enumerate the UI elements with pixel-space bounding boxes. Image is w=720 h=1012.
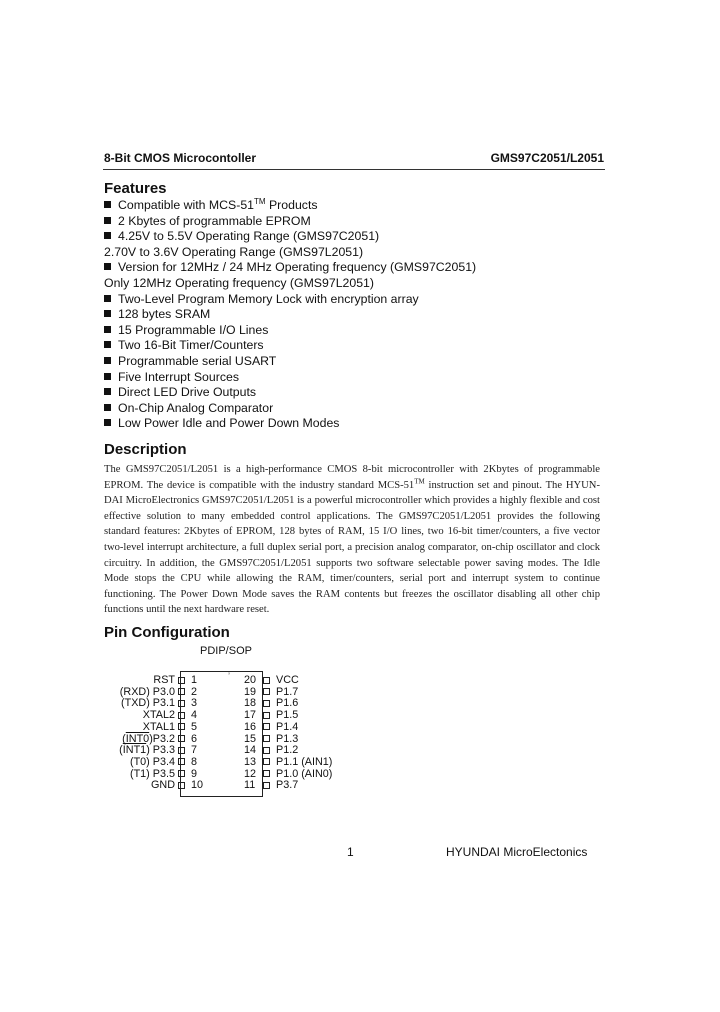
feature-item	[104, 323, 584, 339]
pin-pad-icon	[178, 700, 185, 707]
pin-number-left: 5	[191, 720, 198, 733]
pin-label-left	[75, 779, 175, 791]
pin-pad-icon	[263, 712, 270, 719]
pin-square-icon	[178, 758, 185, 765]
pin-square-icon	[178, 735, 185, 742]
feature-text: 2.70V to 3.6V Operating Range (GMS97L2051)	[104, 244, 364, 259]
pin-pad-icon	[178, 712, 185, 719]
feature-item	[104, 292, 584, 308]
pin-pad-icon	[178, 677, 185, 684]
pin-label-left	[75, 768, 175, 780]
description-heading: Description	[104, 441, 187, 458]
feature-item	[104, 338, 584, 354]
pin-pad-icon	[263, 770, 270, 777]
pin-label-right: VCC	[276, 674, 299, 686]
square-bullet-icon	[104, 419, 111, 426]
pin-name: XTAL2	[142, 709, 175, 722]
pin-number-right: 19	[244, 685, 257, 698]
feature-item	[104, 307, 584, 323]
header-divider	[103, 169, 605, 170]
pin-pad-icon	[178, 770, 185, 777]
pin-name: (	[122, 732, 126, 745]
description-text-part2: instruction set and pinout. The HYUN-DAI MicroElectronics GMS97C2051/L2051 is a powerful microcontroller which provides a highly flexible and cost effective solution to many embedded control applications. The GMS97C2051/L2051 provides the following standard features: 2Kbytes of EPROM, 128 bytes of RAM, 15 I/O lines, two 16-bit timer/counters, a five vector two-level interrupt architecture, a full duplex serial port, a precision analog comparator, on-chip oscillator and clock circuitry. In addition, the GMS97C2051/L2051 supports two software selectable power saving modes. The Idle Mode stops the CPU while allowing the RAM, timer/counters, serial port and interrupt system to continue functioning. The Power Down Mode saves the RAM contents but freezes the oscillator disabling all other chip functions until the next hardware reset.	[104, 479, 600, 616]
pin-square-icon	[263, 712, 270, 719]
pin-label-right: P1.7	[276, 685, 299, 698]
pin-number-right: 14	[244, 744, 257, 757]
header-part-number: GMS97C2051/L2051	[490, 151, 604, 165]
pin-label-left	[75, 744, 175, 756]
pin-number-right: 18	[244, 697, 257, 710]
pin-pad-icon	[263, 700, 270, 707]
pin-label-left	[75, 686, 175, 698]
pin-number-left: 3	[191, 697, 198, 710]
package-label: PDIP/SOP	[200, 645, 252, 657]
feature-item	[104, 354, 584, 370]
feature-text: Programmable serial USART	[118, 353, 277, 368]
pin-number-left: 2	[191, 685, 198, 698]
square-bullet-icon	[104, 341, 111, 348]
feature-item	[104, 198, 584, 214]
pin-number-left: 9	[191, 767, 198, 780]
pin-name-suffix: RST	[153, 674, 175, 686]
header-title: 8-Bit CMOS Microcontoller	[104, 151, 257, 165]
pin-number-left: 1	[191, 674, 198, 686]
page-number: 1	[347, 845, 354, 859]
pin-label-left	[75, 733, 175, 745]
pin-number-right: 15	[244, 732, 257, 745]
trademark-mark: TM	[414, 477, 425, 486]
feature-item	[104, 260, 584, 276]
pin-number-right: 11	[244, 779, 256, 792]
feature-text: 4.25V to 5.5V Operating Range (GMS97C2051)	[118, 229, 380, 244]
feature-text: Compatible with MCS-51	[118, 198, 254, 212]
square-bullet-icon	[104, 404, 111, 411]
pin-name: (T1) P3.5	[129, 767, 175, 780]
pin-label-left	[75, 756, 175, 768]
pin-name: (T0) P3.4	[129, 755, 175, 768]
pin-square-icon	[263, 677, 270, 684]
pin-pad-icon	[178, 747, 185, 754]
feature-text: 128 bytes SRAM	[118, 307, 211, 322]
pin-name-overline: INT1	[122, 744, 147, 757]
pin-pad-icon	[263, 677, 270, 684]
pin-square-icon	[263, 735, 270, 742]
pin-name-suffix: ) P3.3	[146, 744, 175, 757]
pin-name: XTAL1	[142, 720, 175, 733]
square-bullet-icon	[104, 217, 111, 224]
pin-label-right: P1.0 (AIN0)	[276, 767, 333, 780]
feature-text: Two 16-Bit Timer/Counters	[118, 338, 264, 353]
pin-number-right: 12	[244, 767, 257, 780]
pin-name: (TXD) P3.1	[121, 697, 175, 710]
feature-item	[104, 245, 584, 261]
pin-pad-icon	[263, 723, 270, 730]
pin-number-right: 20	[244, 674, 257, 686]
chip-notch-mark: ’	[228, 671, 230, 681]
pin-square-icon	[263, 747, 270, 754]
feature-item	[104, 416, 584, 432]
feature-text: Only 12MHz Operating frequency (GMS97L2051)	[104, 275, 374, 290]
feature-item	[104, 385, 584, 401]
pin-square-icon	[263, 758, 270, 765]
footer-company: HYUNDAI MicroElectonics	[446, 845, 588, 859]
pin-name: GND	[151, 779, 175, 792]
pin-square-icon	[178, 770, 185, 777]
feature-item	[104, 276, 584, 292]
pin-name: (RXD) P3.0	[119, 685, 175, 698]
pin-label-right: P1.3	[276, 732, 299, 745]
feature-text-suffix: Products	[265, 198, 318, 212]
features-list	[104, 198, 584, 432]
pin-name-overline: INT0	[125, 732, 150, 745]
pin-label-left	[75, 674, 175, 686]
pin-name-suffix: )P3.2	[149, 732, 175, 745]
feature-item	[104, 370, 584, 386]
pin-square-icon	[178, 782, 185, 789]
pin-square-icon	[263, 688, 270, 695]
pin-pad-icon	[178, 735, 185, 742]
pin-label-right: P1.1 (AIN1)	[276, 755, 333, 768]
feature-text: Version for 12MHz / 24 MHz Operating frequency (GMS97C2051)	[118, 260, 477, 275]
square-bullet-icon	[104, 263, 111, 270]
square-bullet-icon	[104, 310, 111, 317]
pin-pad-icon	[263, 747, 270, 754]
pin-number-left: 10	[191, 779, 204, 792]
description-text-part1: The GMS97C2051/L2051 is a high-performance CMOS 8-bit microcontroller with 2Kbytes of programmable EPROM. The device is compatible with the industry standard MCS-51	[104, 464, 600, 491]
pin-square-icon	[178, 747, 185, 754]
pin-pad-icon	[263, 758, 270, 765]
pin-number-right: 17	[244, 709, 257, 722]
pin-pad-icon	[178, 758, 185, 765]
feature-text: Direct LED Drive Outputs	[118, 385, 257, 400]
pin-label-right: P1.6	[276, 697, 299, 710]
pin-label-right: P1.4	[276, 720, 299, 733]
pin-number-left: 7	[191, 744, 198, 757]
feature-text: 15 Programmable I/O Lines	[118, 322, 269, 337]
pin-number-left: 8	[191, 755, 198, 768]
pin-label-right: P1.2	[276, 744, 299, 757]
pin-number-left: 4	[191, 709, 198, 722]
pin-square-icon	[178, 677, 185, 684]
square-bullet-icon	[104, 388, 111, 395]
pin-pad-icon	[178, 723, 185, 730]
square-bullet-icon	[104, 295, 111, 302]
pin-pad-icon	[263, 688, 270, 695]
features-heading: Features	[104, 180, 167, 197]
pin-square-icon	[178, 700, 185, 707]
pin-number-right: 16	[244, 720, 257, 733]
pin-square-icon	[263, 782, 270, 789]
trademark-mark: TM	[254, 197, 266, 206]
feature-text: Low Power Idle and Power Down Modes	[118, 416, 340, 431]
pin-square-icon	[263, 770, 270, 777]
square-bullet-icon	[104, 201, 111, 208]
pin-pad-icon	[263, 735, 270, 742]
pin-pad-icon	[178, 688, 185, 695]
pin-pad-icon	[178, 782, 185, 789]
square-bullet-icon	[104, 373, 111, 380]
pin-square-icon	[263, 723, 270, 730]
pin-label-left	[75, 709, 175, 721]
pin-configuration-heading: Pin Configuration	[104, 624, 230, 641]
pin-label-right: P3.7	[276, 779, 299, 792]
feature-item	[104, 214, 584, 230]
square-bullet-icon	[104, 232, 111, 239]
pin-number-left: 6	[191, 732, 198, 745]
pin-name: (	[119, 744, 123, 757]
pin-label-left	[75, 697, 175, 709]
pin-label-left	[75, 721, 175, 733]
pin-square-icon	[178, 723, 185, 730]
feature-text: 2 Kbytes of programmable EPROM	[118, 213, 311, 228]
pin-label-right: P1.5	[276, 709, 299, 722]
feature-item	[104, 401, 584, 417]
pin-pad-icon	[263, 782, 270, 789]
description-paragraph	[104, 462, 600, 618]
pin-number-right: 13	[244, 755, 257, 768]
feature-item	[104, 229, 584, 245]
pin-square-icon	[263, 700, 270, 707]
feature-text: On-Chip Analog Comparator	[118, 400, 274, 415]
pin-square-icon	[178, 688, 185, 695]
feature-text: Five Interrupt Sources	[118, 369, 239, 384]
pin-square-icon	[178, 712, 185, 719]
square-bullet-icon	[104, 326, 111, 333]
feature-text: Two-Level Program Memory Lock with encryption array	[118, 291, 419, 306]
square-bullet-icon	[104, 357, 111, 364]
